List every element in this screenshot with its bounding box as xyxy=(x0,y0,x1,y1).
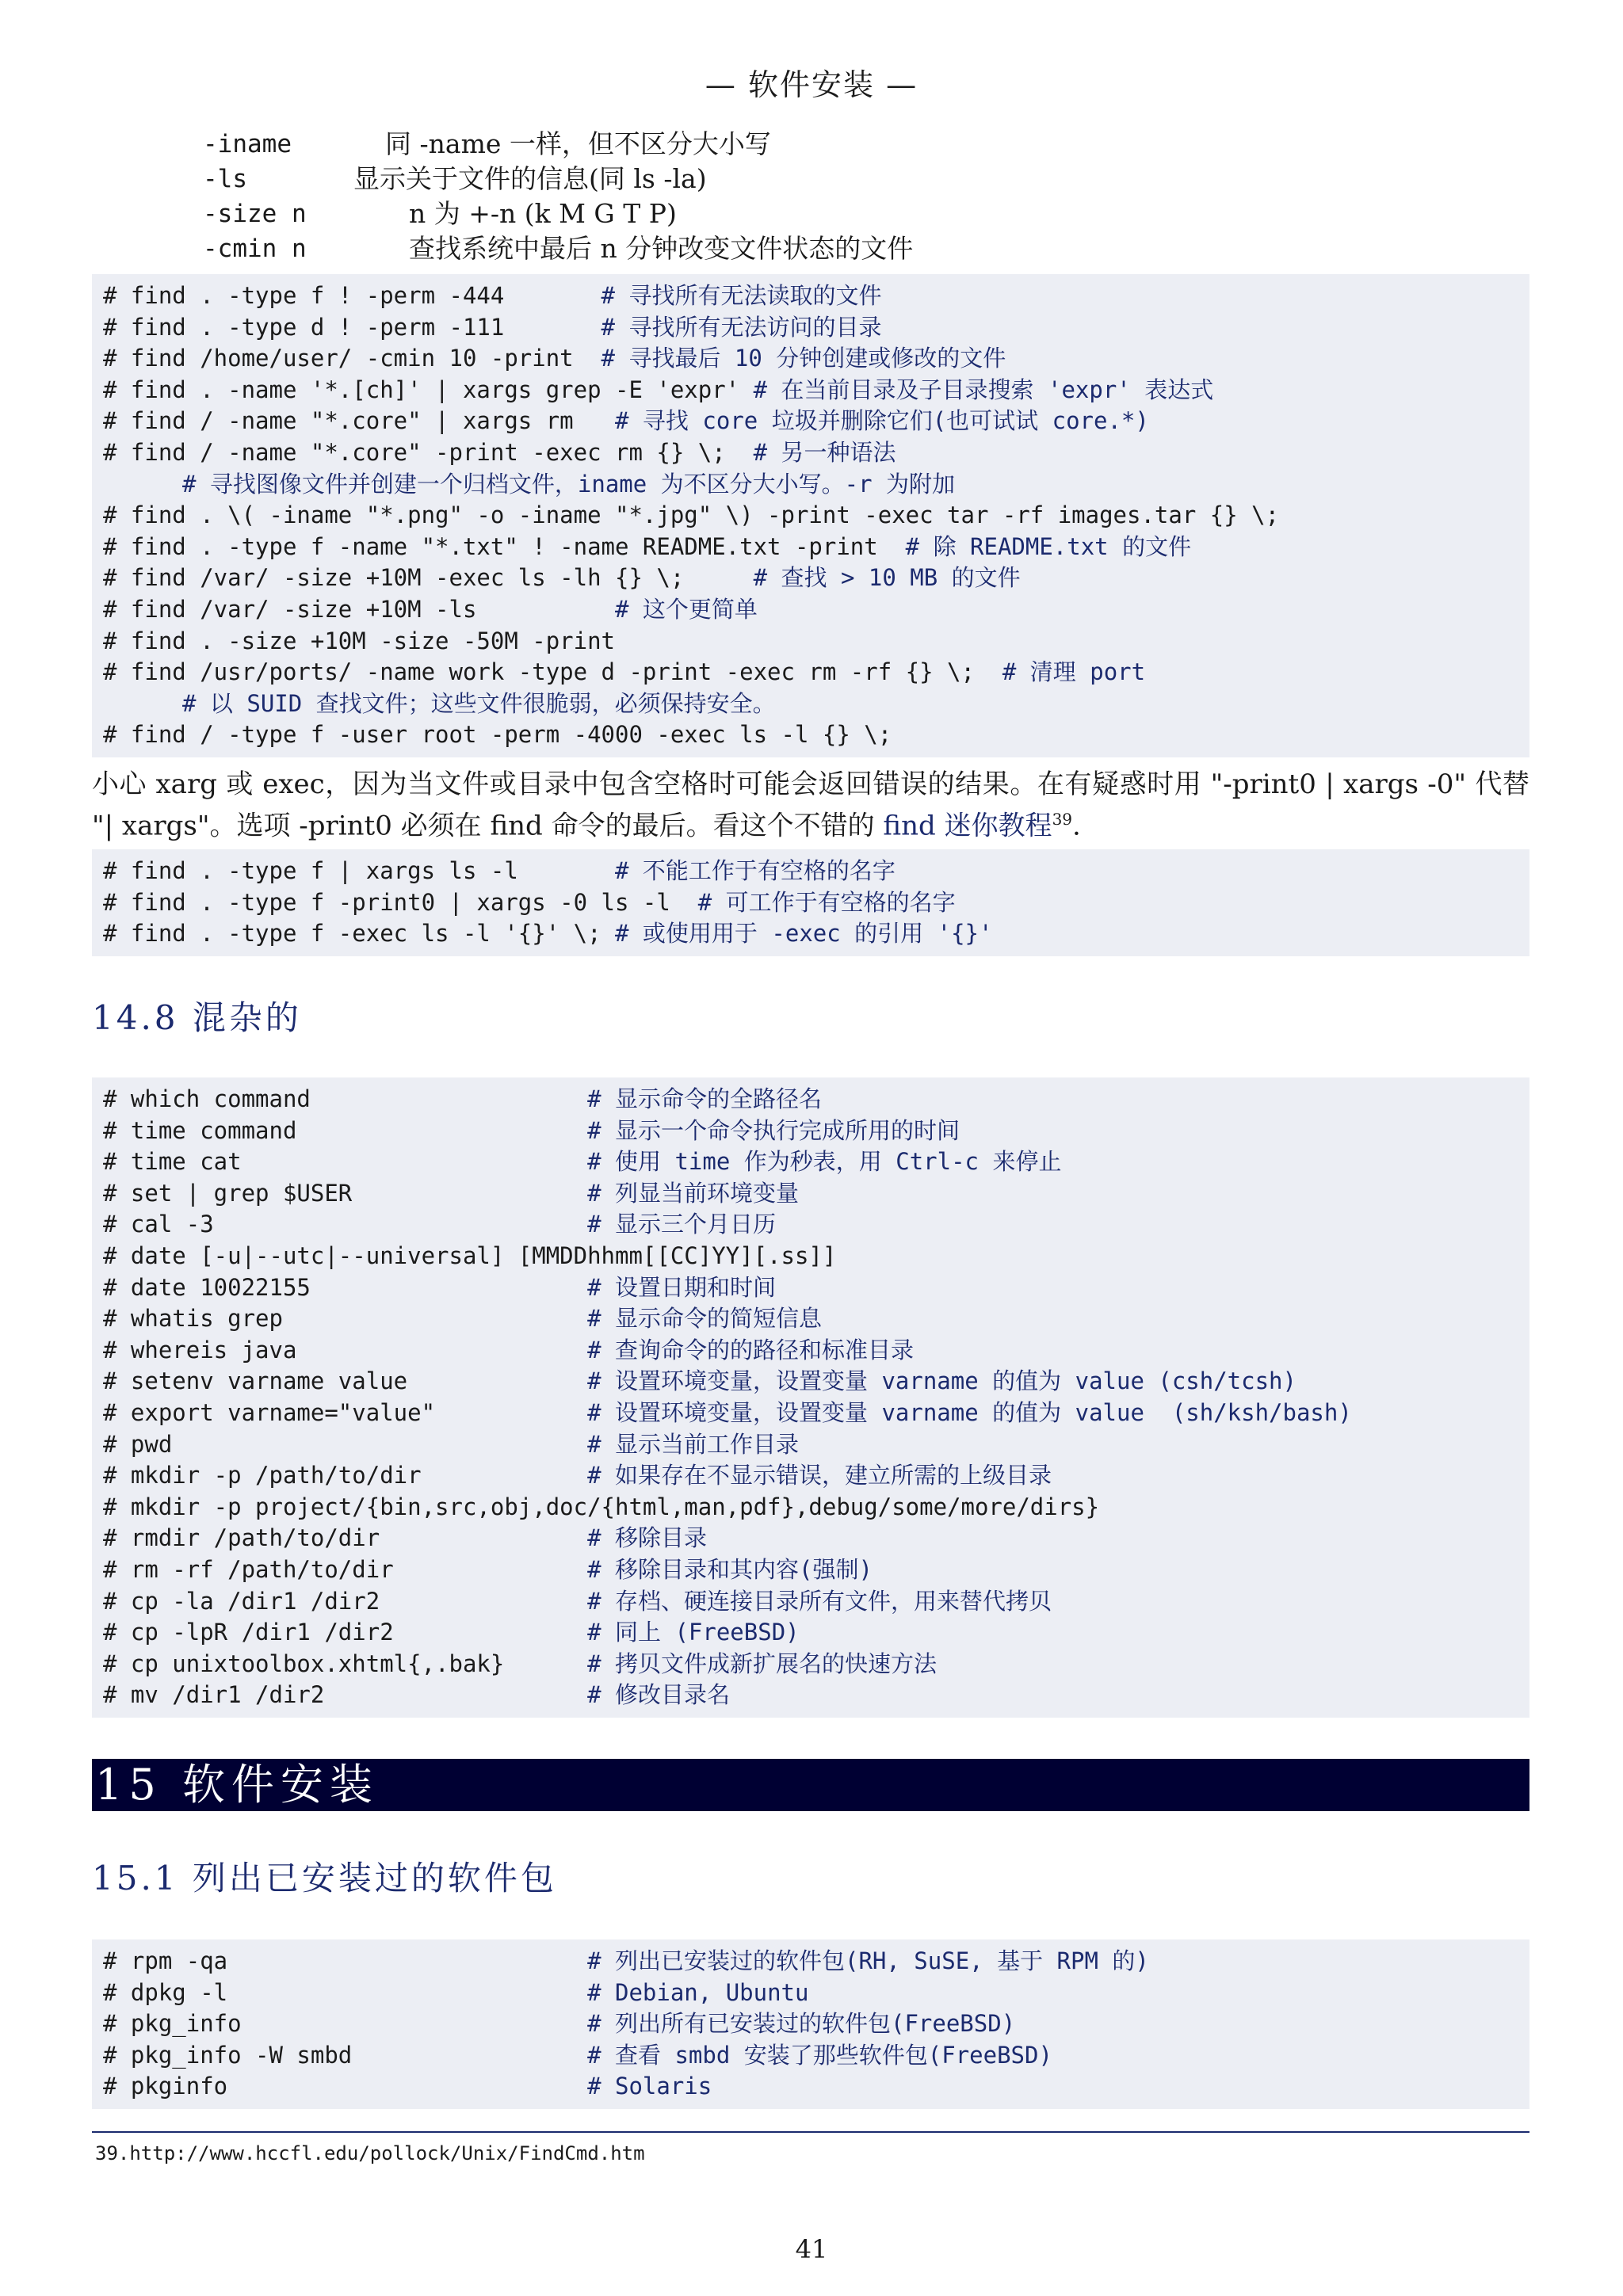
code-command: # dpkg -l xyxy=(103,1978,588,2006)
code-comment: # 列显当前环境变量 xyxy=(587,1179,800,1207)
code-comment: # 显示命令的简短信息 xyxy=(587,1305,823,1333)
code-command: # set | grep $USER xyxy=(103,1179,588,1207)
code-command: # whatis grep xyxy=(103,1305,588,1333)
code-line xyxy=(103,1978,1518,2009)
code-command: # find /home/user/ -cmin 10 -print xyxy=(103,345,601,372)
footnote-rule xyxy=(92,2131,1529,2133)
section-heading-software-install: 15 软件安装 xyxy=(92,1759,1529,1811)
option-desc: 查找系统中最后 n 分钟改变文件状态的文件 xyxy=(409,233,914,264)
code-comment: # 如果存在不显示错误，建立所需的上级目录 xyxy=(587,1462,1052,1489)
code-line xyxy=(103,1241,1518,1272)
option-row xyxy=(203,231,913,266)
code-comment: # 设置日期和时间 xyxy=(587,1273,777,1301)
code-comment: # 在当前目录及子目录搜索 'expr' 表达式 xyxy=(753,376,1214,403)
footnote-ref[interactable]: 39 xyxy=(1052,810,1073,829)
option-flag: -iname xyxy=(203,130,292,158)
code-command: # find . -type f -name "*.txt" ! -name README.txt -print xyxy=(103,532,906,560)
subsection-heading-misc: 14.8 混杂的 xyxy=(92,998,302,1037)
code-comment: # Debian, Ubuntu xyxy=(587,1978,809,2006)
code-comment: # 设置环境变量，设置变量 varname 的值为 value (csh/tcsh) xyxy=(587,1367,1296,1395)
code-line xyxy=(103,1303,1518,1335)
option-desc: 显示关于文件的信息(同 ls -la) xyxy=(353,163,707,194)
code-command: # time cat xyxy=(103,1148,588,1176)
code-comment: # 寻找所有无法访问的目录 xyxy=(601,313,882,341)
paragraph-tail: . xyxy=(1072,810,1081,842)
code-line xyxy=(103,918,1518,950)
code-command: # find . -type f | xargs ls -l xyxy=(103,857,616,884)
code-command: # pkginfo xyxy=(103,2073,588,2100)
code-line xyxy=(103,469,1518,501)
code-line xyxy=(103,1649,1518,1680)
code-line xyxy=(103,594,1518,626)
code-comment: # 或使用用于 -exec 的引用 '{}' xyxy=(615,920,993,948)
code-command: # find . -name '*.[ch]' | xargs grep -E 'expr' xyxy=(103,376,754,403)
code-line xyxy=(103,563,1518,594)
code-comment: # 存档、硬连接目录所有文件，用来替代拷贝 xyxy=(587,1587,1052,1615)
code-comment: # 寻找 core 垃圾并删除它们(也可试试 core.*) xyxy=(615,407,1149,435)
code-command: # find . -type f ! -perm -444 xyxy=(103,282,601,309)
code-command: # find . -size +10M -size -50M -print xyxy=(103,627,616,654)
find-options-list xyxy=(203,127,913,266)
find-code-block xyxy=(92,274,1529,757)
code-line xyxy=(103,1178,1518,1210)
code-line xyxy=(103,1366,1518,1398)
code-comment: # 寻找最后 10 分钟创建或修改的文件 xyxy=(601,345,1006,372)
code-line xyxy=(103,437,1518,469)
code-command: # find . -type f -exec ls -l '{}' \; xyxy=(103,920,616,948)
option-desc: n 为 +-n (k M G T P) xyxy=(409,198,677,229)
code-comment: # 除 README.txt 的文件 xyxy=(905,532,1192,560)
code-line xyxy=(103,2040,1518,2072)
code-line xyxy=(103,1146,1518,1178)
code-command: # rm -rf /path/to/dir xyxy=(103,1555,588,1583)
code-comment: # 清理 port xyxy=(1002,658,1146,686)
option-row xyxy=(203,127,913,162)
code-line xyxy=(103,1617,1518,1649)
code-line xyxy=(103,1398,1518,1429)
code-command: # date [-u|--utc|--universal] [MMDDhhmm[[CC]YY][.ss]] xyxy=(103,1241,837,1269)
code-comment: # 显示当前工作目录 xyxy=(587,1430,800,1458)
code-line xyxy=(103,887,1518,919)
code-comment: # 列出已安装过的软件包(RH, SuSE, 基于 RPM 的) xyxy=(587,1947,1149,1974)
code-command: # find . \( -iname "*.png" -o -iname "*.jpg" \) -print -exec tar -rf images.tar {} \; xyxy=(103,502,1280,529)
code-line xyxy=(103,1586,1518,1618)
code-line xyxy=(103,343,1518,375)
code-line xyxy=(103,856,1518,887)
code-command: # find . -type d ! -perm -111 xyxy=(103,313,601,341)
paragraph-text: 小心 xarg 或 exec，因为当文件或目录中包含空格时可能会返回错误的结果。在有疑惑时用 "-print0 | xargs -0" 代替 "| xargs"。选项 -print0 必须在 find 命令的最后。看这个不错的 xyxy=(92,769,1529,842)
xargs-warning-paragraph xyxy=(92,767,1529,843)
code-comment: # 使用 time 作为秒表，用 Ctrl-c 来停止 xyxy=(587,1148,1062,1176)
code-command: # find . -type f -print0 | xargs -0 ls -l xyxy=(103,888,698,916)
code-command: # cp -lpR /dir1 /dir2 xyxy=(103,1619,588,1646)
code-line xyxy=(103,312,1518,344)
subsection-heading-list-packages: 15.1 列出已安装过的软件包 xyxy=(92,1859,557,1897)
code-line xyxy=(103,1272,1518,1304)
code-line xyxy=(103,500,1518,532)
code-command: # find / -type f -user root -perm -4000 -exec ls -l {} \; xyxy=(103,721,892,749)
code-comment: # 查询命令的的路径和标准目录 xyxy=(587,1336,915,1363)
code-line xyxy=(103,719,1518,751)
code-line xyxy=(103,1460,1518,1492)
code-comment: # 列出所有已安装过的软件包(FreeBSD) xyxy=(587,2010,1016,2038)
code-command: # cal -3 xyxy=(103,1211,588,1238)
xargs-code-block xyxy=(92,849,1529,956)
code-command: # mv /dir1 /dir2 xyxy=(103,1681,588,1709)
code-comment: # 以 SUID 查找文件；这些文件很脆弱，必须保持安全。 xyxy=(182,689,776,717)
option-row xyxy=(203,196,913,231)
code-command: # find /usr/ports/ -name work -type d -print -exec rm -rf {} \; xyxy=(103,658,1002,686)
code-line xyxy=(103,688,1518,720)
code-comment: # 显示一个命令执行完成所用的时间 xyxy=(587,1116,960,1144)
code-comment: # 寻找图像文件并创建一个归档文件，iname 为不区分大小写。-r 为附加 xyxy=(182,470,956,498)
code-comment: # 另一种语法 xyxy=(753,438,896,466)
code-comment: # 不能工作于有空格的名字 xyxy=(615,857,896,884)
code-line xyxy=(103,626,1518,658)
code-command: # cp unixtoolbox.xhtml{,.bak} xyxy=(103,1650,588,1677)
code-command: # find / -name "*.core" -print -exec rm {} \; xyxy=(103,438,754,466)
code-comment: # 显示三个月日历 xyxy=(587,1211,777,1238)
code-command: # pwd xyxy=(103,1430,588,1458)
code-comment: # Solaris xyxy=(587,2073,712,2100)
code-command: # which command xyxy=(103,1085,588,1112)
code-line xyxy=(103,1492,1518,1524)
code-command: # cp -la /dir1 /dir2 xyxy=(103,1587,588,1615)
code-line xyxy=(103,2008,1518,2040)
code-command: # date 10022155 xyxy=(103,1273,588,1301)
code-command: # mkdir -p /path/to/dir xyxy=(103,1462,588,1489)
code-command: # rpm -qa xyxy=(103,1947,588,1974)
footnote-text: 39.http://www.hccfl.edu/pollock/Unix/FindCmd.htm xyxy=(95,2142,645,2164)
page-number: 41 xyxy=(795,2234,828,2264)
option-row xyxy=(203,162,913,196)
code-command: # find / -name "*.core" | xargs rm xyxy=(103,407,616,435)
option-flag: -ls xyxy=(203,165,247,193)
code-line xyxy=(103,1523,1518,1554)
code-line xyxy=(103,1554,1518,1586)
code-comment: # 寻找所有无法读取的文件 xyxy=(601,282,882,309)
code-comment: # 修改目录名 xyxy=(587,1681,731,1709)
code-line xyxy=(103,1116,1518,1147)
option-desc: 同 -name 一样，但不区分大小写 xyxy=(385,128,771,159)
package-code-block xyxy=(92,1939,1529,2109)
code-line xyxy=(103,1335,1518,1367)
code-command: # export varname="value" xyxy=(103,1398,588,1426)
code-line xyxy=(103,1209,1518,1241)
code-line xyxy=(103,532,1518,563)
code-command: # find /var/ -size +10M -exec ls -lh {} \; xyxy=(103,564,754,592)
code-comment: # 显示命令的全路径名 xyxy=(587,1085,823,1112)
code-comment: # 同上 (FreeBSD) xyxy=(587,1619,800,1646)
option-flag: -size n xyxy=(203,200,307,228)
code-comment: # 查找 > 10 MB 的文件 xyxy=(753,564,1021,592)
running-header: — 软件安装 — xyxy=(705,67,918,102)
code-line xyxy=(103,1084,1518,1116)
code-line xyxy=(103,1429,1518,1461)
misc-code-block xyxy=(92,1077,1529,1718)
code-line xyxy=(103,1946,1518,1978)
code-comment: # 移除目录 xyxy=(587,1524,708,1552)
code-comment: # 查看 smbd 安装了那些软件包(FreeBSD) xyxy=(587,2041,1052,2069)
option-flag: -cmin n xyxy=(203,235,307,263)
code-comment: # 可工作于有空格的名字 xyxy=(697,888,956,916)
code-comment: # 设置环境变量，设置变量 varname 的值为 value (sh/ksh/bash) xyxy=(587,1398,1352,1426)
code-comment: # 移除目录和其内容(强制) xyxy=(587,1555,873,1583)
code-command: # time command xyxy=(103,1116,588,1144)
code-comment: # 这个更简单 xyxy=(615,595,758,623)
code-line xyxy=(103,1680,1518,1711)
code-line xyxy=(103,2071,1518,2103)
code-command: # rmdir /path/to/dir xyxy=(103,1524,588,1552)
code-command: # find /var/ -size +10M -ls xyxy=(103,595,616,623)
code-command: # pkg_info -W smbd xyxy=(103,2041,588,2069)
code-command: # pkg_info xyxy=(103,2010,588,2038)
code-line xyxy=(103,657,1518,688)
code-command: # whereis java xyxy=(103,1336,588,1363)
code-line xyxy=(103,406,1518,437)
code-command: # mkdir -p project/{bin,src,obj,doc/{html,man,pdf},debug/some/more/dirs} xyxy=(103,1493,1100,1520)
code-line xyxy=(103,280,1518,312)
code-comment: # 拷贝文件成新扩展名的快速方法 xyxy=(587,1650,938,1677)
find-tutorial-link[interactable]: find 迷你教程 xyxy=(883,810,1052,842)
code-command: # setenv varname value xyxy=(103,1367,588,1395)
code-line xyxy=(103,375,1518,406)
